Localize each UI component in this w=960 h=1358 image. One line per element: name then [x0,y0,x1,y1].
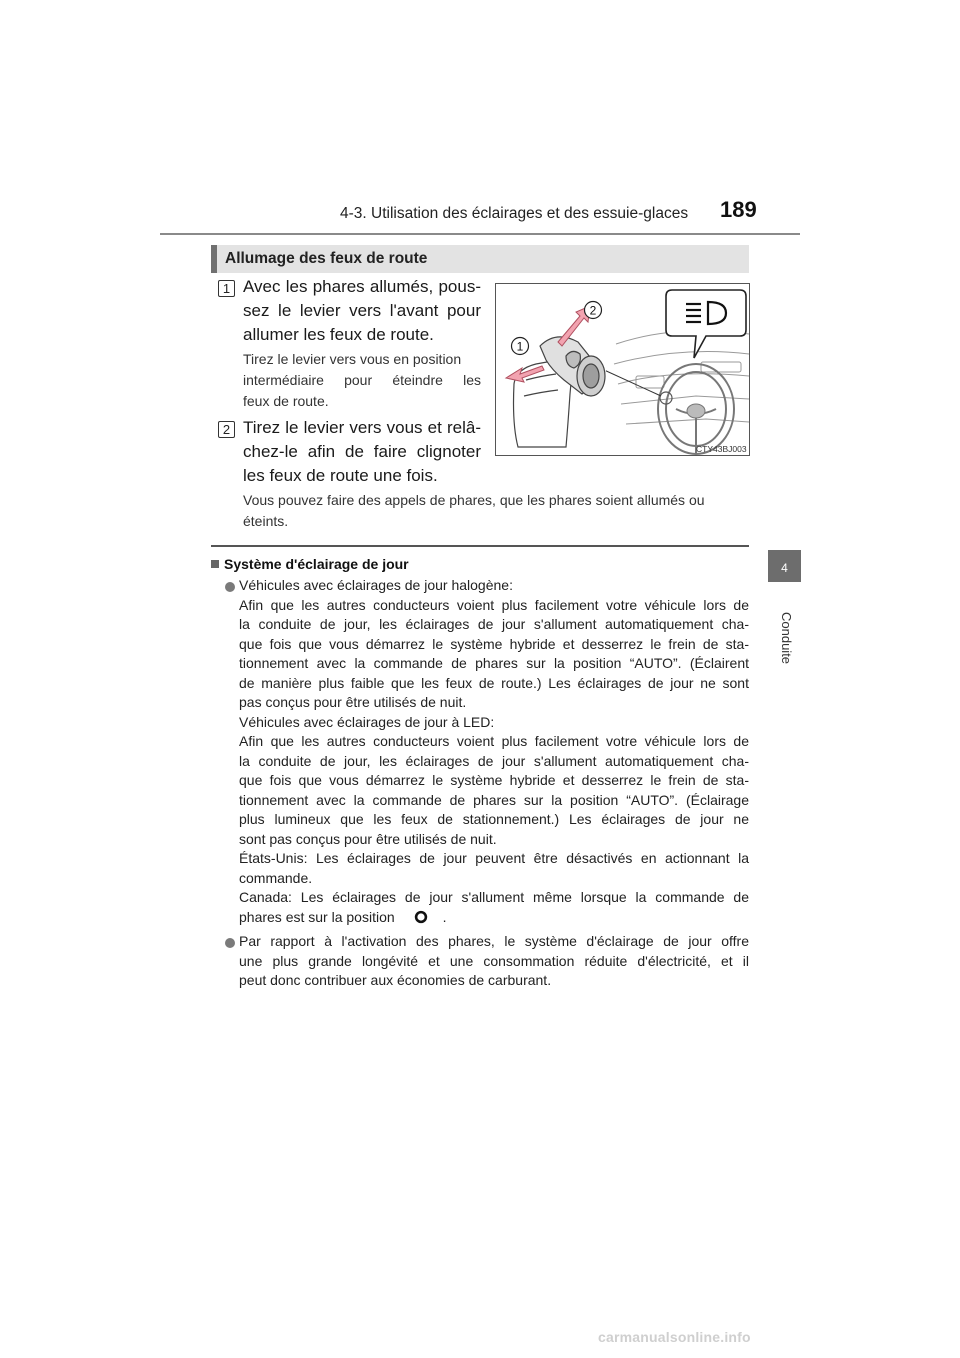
section-heading: Allumage des feux de route [225,250,428,267]
watermark: carmanualsonline.info [598,1329,751,1345]
chapter-tab-number: 4 [781,561,788,575]
step-2-note: Vous pouvez faire des appels de phares, que les phares soient allumés ou éteints. [243,492,705,529]
lever-illustration [495,283,750,456]
step-number-2: 2 [218,421,235,438]
bullet-icon [225,582,235,592]
square-marker-icon [211,560,219,568]
figure-code: CTY43BJ003 [696,444,747,454]
step-number-1: 1 [218,280,235,297]
chapter-tab-label: Conduite [779,612,794,665]
page-number: 189 [720,197,757,222]
lever-illustration-drawing [496,284,749,455]
header-rule [160,233,800,235]
running-header: 4-3. Utilisation des éclairages et des essuie-glaces [340,205,689,222]
step-2-text: Tirez le levier vers vous et relâ- chez-le afin de faire clignoter les feux de route une fois. [243,418,481,485]
step-1-note: Tirez le levier vers vous en position intermédiaire pour éteindre les feux de route. [243,351,481,409]
figure-callout-1: 1 [516,339,524,354]
bullet-icon [225,938,235,948]
section-divider [211,545,749,547]
daytime-paragraph-2: Par rapport à l'activation des phares, le système d'éclairage de jour offre une plus grande longévité et une consommation réduite d'électricité, et il peut donc contribuer aux économies de carburant. [239,933,749,988]
figure-callout-2: 2 [589,303,597,318]
step-1-text: Avec les phares allumés, pous- sez le levier vers l'avant pour allumer les feux de route. [243,277,481,344]
headlight-switch-off-icon [413,910,429,924]
subsection-heading: Système d'éclairage de jour [211,556,409,572]
daytime-paragraph-1: Véhicules avec éclairages de jour halogène: Afin que les autres conducteurs voient plus facilement votre véhicule lors de la conduite de jour, les éclairages de jour s'allument automatiquement cha- que fois que vous démarrez le système hybride et desserrez le frein de sta- tionnement avec la commande de phares sur la position “AUTO”. (Éclairent de manière plus faible que les feux de route.) Les éclairages de jour ne sont pas conçus pour être utilisés de nuit. Véhicules avec éclairages de jour à LED: Afin que les autres conducteurs voient plus facilement votre véhicule lors de la conduite de jour, les éclairages de jour s'allument automatiquement cha- que fois que vous démarrez le système hybride et desserrez le frein de sta- tionnement avec la commande de phares sur la position “AUTO”. (Éclairage plus lumineux que les feux de stationnement.) Les éclairages de jour ne sont pas conçus pour être utilisés de nuit. États-Unis: Les éclairages de jour peuvent être désactivés en actionnant la commande. Canada: Les éclairages de jour s'allument même lorsque la commande de phares est sur la position . [239,577,749,925]
